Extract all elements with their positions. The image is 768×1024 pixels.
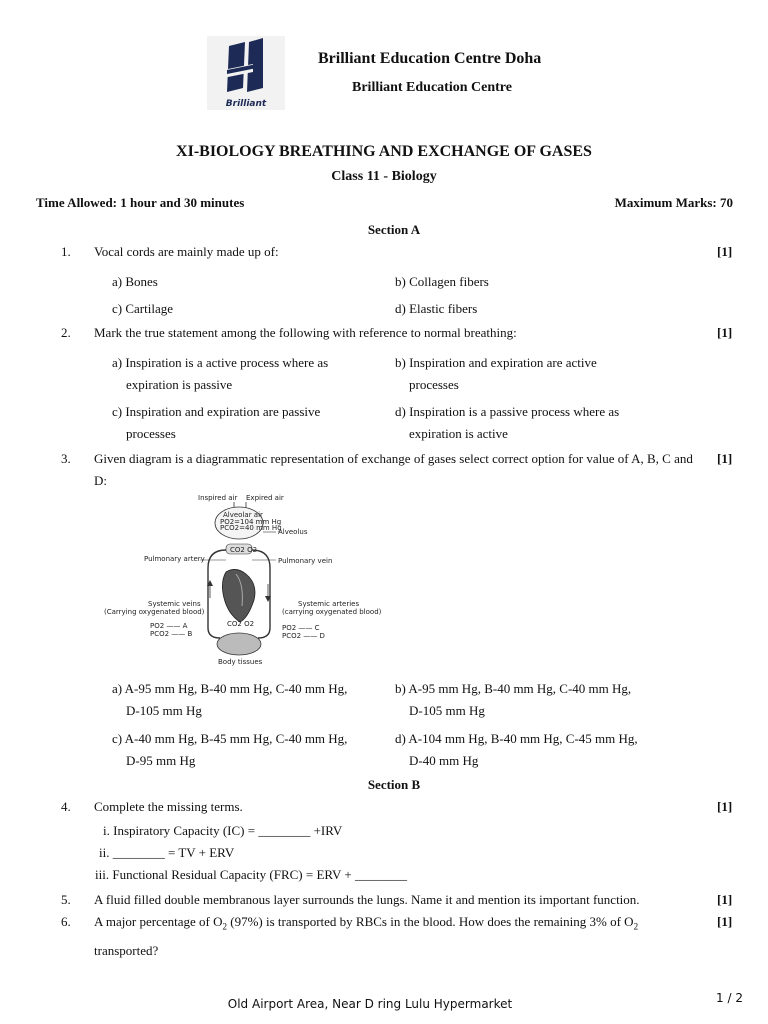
option-line: a) A-95 mm Hg, B-40 mm Hg, C-40 mm Hg, — [112, 681, 348, 696]
gas-exchange-diagram — [96, 488, 386, 668]
diagram-label: Systemic veins — [148, 600, 201, 608]
question-text: Mark the true statement among the following with reference to normal breathing: — [94, 325, 517, 340]
option-line: b) Inspiration and expiration are active — [395, 355, 597, 370]
diagram-label: CO2 O2 — [227, 620, 255, 628]
question-number: 5. — [61, 892, 71, 907]
question-number: 6. — [61, 914, 71, 929]
question-marks: [1] — [717, 325, 733, 340]
diagram-label: Alveolus — [278, 528, 308, 536]
diagram-label: Systemic arteries — [298, 600, 360, 608]
question-number: 3. — [61, 451, 71, 466]
school-subtitle: Brilliant Education Centre — [352, 80, 512, 95]
option-line: expiration is active — [409, 426, 508, 441]
question-text: A fluid filled double membranous layer surrounds the lungs. Name it and mention its important function. — [94, 892, 640, 907]
option-line: D-105 mm Hg — [126, 703, 202, 718]
option-line: d) A-104 mm Hg, B-40 mm Hg, C-45 mm Hg, — [395, 731, 638, 746]
subscript: 2 — [222, 921, 228, 932]
question-text: Given diagram is a diagrammatic representation of exchange of gases select correct option for value of A, B, C and D: — [94, 451, 693, 488]
diagram-label: Inspired air — [198, 494, 238, 502]
question-marks: [1] — [717, 799, 733, 814]
diagram-label: CO2 O2 — [230, 546, 258, 554]
option — [112, 401, 372, 445]
question-marks: [1] — [717, 451, 733, 466]
option: a) Bones — [112, 274, 158, 289]
option-line: D-40 mm Hg — [409, 753, 479, 768]
question-marks: [1] — [717, 244, 733, 259]
sub-item: i. Inspiratory Capacity (IC) = ________ +IRV — [103, 823, 343, 838]
diagram-label: (Carrying oxygenated blood) — [104, 608, 205, 616]
option: d) Elastic fibers — [395, 301, 478, 316]
option-line: processes — [409, 377, 459, 392]
diagram-label: Expired air — [246, 494, 284, 502]
option-line: d) Inspiration is a passive process where as — [395, 404, 620, 419]
diagram-label: PO2 —— A — [150, 622, 188, 630]
maximum-marks: Maximum Marks: 70 — [614, 195, 733, 210]
question-number: 4. — [61, 799, 71, 814]
option — [112, 678, 372, 722]
question-number: 2. — [61, 325, 71, 340]
logo-text: Brilliant — [225, 99, 267, 109]
option-line: b) A-95 mm Hg, B-40 mm Hg, C-40 mm Hg, — [395, 681, 632, 696]
question-text: Vocal cords are mainly made up of: — [94, 244, 279, 259]
diagram-label: (carrying oxygenated blood) — [282, 608, 382, 616]
question-marks: [1] — [717, 914, 733, 929]
diagram-label: PCO2 —— B — [150, 630, 193, 638]
diagram-label: PCO2 —— D — [282, 632, 325, 640]
option-line: c) A-40 mm Hg, B-45 mm Hg, C-40 mm Hg, — [112, 731, 348, 746]
option-line: processes — [126, 426, 176, 441]
option-line: c) Inspiration and expiration are passive — [112, 404, 321, 419]
option — [395, 401, 655, 445]
diagram-label: Body tissues — [218, 658, 263, 666]
option — [395, 678, 655, 722]
option-line: D-95 mm Hg — [126, 753, 196, 768]
time-allowed: Time Allowed: 1 hour and 30 minutes — [36, 195, 245, 210]
diagram-label: Pulmonary vein — [278, 557, 333, 565]
question-number: 1. — [61, 244, 71, 259]
page-number: 1 / 2 — [716, 991, 743, 1005]
option — [395, 352, 655, 396]
option-line: D-105 mm Hg — [409, 703, 485, 718]
option-line: a) Inspiration is a active process where as — [112, 355, 329, 370]
option — [395, 728, 655, 772]
diagram-label: Alveolar air — [223, 511, 263, 519]
diagram-label: PCO2=40 mm Hg — [220, 524, 282, 532]
option — [112, 728, 372, 772]
footer-address: Old Airport Area, Near D ring Lulu Hypermarket — [227, 997, 513, 1011]
question-text-part: A major percentage of O — [94, 914, 223, 929]
exam-class: Class 11 - Biology — [331, 169, 437, 184]
sub-item: ii. ________ = TV + ERV — [99, 845, 235, 860]
diagram-label: Pulmonary artery — [144, 555, 205, 563]
diagram-label: PO2 —— C — [282, 624, 320, 632]
school-name: Brilliant Education Centre Doha — [318, 50, 542, 67]
subscript: 2 — [633, 921, 639, 932]
sub-item: iii. Functional Residual Capacity (FRC) = ERV + ________ — [95, 867, 408, 882]
diagram-label: PO2=104 mm Hg — [220, 518, 282, 526]
option: b) Collagen fibers — [395, 274, 489, 289]
question-text: Complete the missing terms. — [94, 799, 243, 814]
option — [112, 352, 372, 396]
question-text-part: (97%) is transported by RBCs in the blood. How does the remaining 3% of O — [227, 914, 634, 929]
option-line: expiration is passive — [126, 377, 233, 392]
question-text — [94, 911, 704, 962]
section-a-heading: Section A — [367, 222, 421, 237]
question-text-part: transported? — [94, 942, 159, 958]
school-logo — [207, 36, 285, 110]
option: c) Cartilage — [112, 301, 173, 316]
section-b-heading: Section B — [367, 777, 421, 792]
question-marks: [1] — [717, 892, 733, 907]
exam-title: XI-BIOLOGY BREATHING AND EXCHANGE OF GASES — [176, 143, 592, 160]
